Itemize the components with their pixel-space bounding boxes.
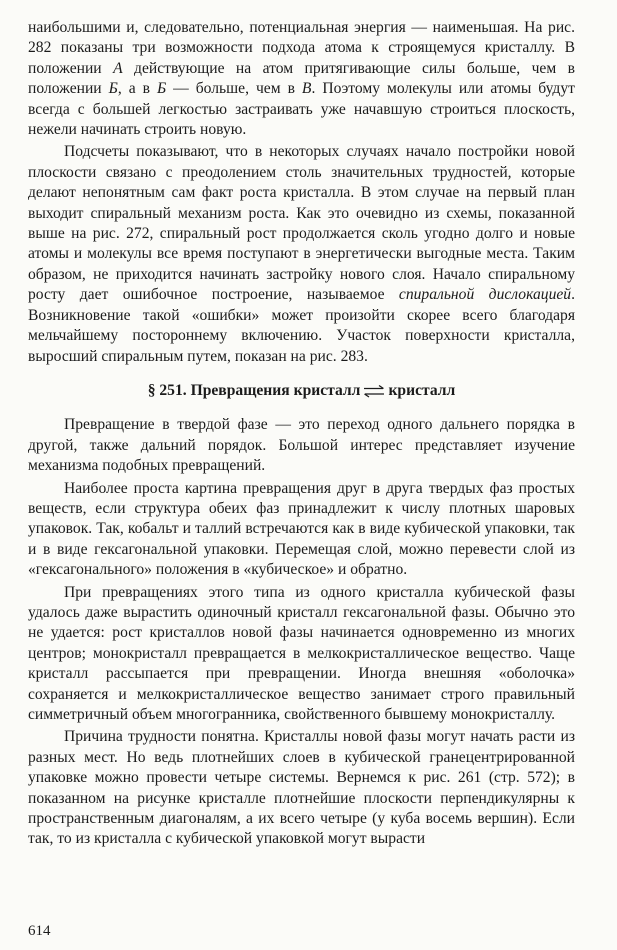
paragraph-p4: Наиболее проста картина превращения друг в друга твердых фаз простых веществ, если структура обеих фаз принадлежит к числу плотных шаровых упаковок. Так, кобальт и таллий встречаются как в виде кубической упаковки, так и в виде гексагональной упаковки. Перемещая слой, можно перевести слой из «гексагонального» положения в «кубическое» и обратно.	[28, 479, 575, 579]
page-number: 614	[28, 923, 51, 939]
paragraph-p1: наибольшими и, следовательно, потенциальная энергия — наименьшая. На рис. 282 показаны три возможности подхода атома к строящемуся кристаллу. В положении А действующие на атом притягивающие силы больше, чем в положении Б, а в Б — больше, чем в В. Поэтому молекулы или атомы будут всегда с большей легкостью застраивать уже начавшую строиться плоскость, нежели начинать строить новую.	[28, 19, 575, 139]
paragraph-p6: Причина трудности понятна. Кристаллы новой фазы могут начать расти из разных мест. Но ведь плотнейших слоев в кубической гранецентрированной упаковке можно провести четыре системы. Вернемся к рис. 261 (стр. 572); в показанном на рисунке кристалле плотнейшие плоскости перпендикулярны к пространственным диагоналям, а их всего четыре (у куба восемь вершин). Если так, то из кристалла с кубической упаковкой могут вырасти	[28, 728, 575, 848]
page-body	[28, 18, 575, 850]
paragraphs-before-heading	[28, 18, 575, 367]
paragraph-p2: Подсчеты показывают, что в некоторых случаях начало постройки новой плоскости связано с преодолением столь значительных трудностей, которые делают непонятным сам факт роста кристалла. В этом случае на первый план выходит спиральный механизм роста. Как это очевидно из схемы, показанной выше на рис. 272, спиральный рост продолжается сколь угодно долго и новые атомы и молекулы все время поступают в энергетически выгодные места. Таким образом, не приходится начинать застройку нового слоя. Начало спиральному росту дает ошибочное построение, называемое спиральной дислокацией. Возникновение такой «ошибки» может произойти скорее всего благодаря мельчайшему постороннему включению. Участок поверхности кристалла, выросший спиральным путем, показан на рис. 283.	[28, 143, 575, 365]
italic-term: А	[113, 59, 123, 77]
section-title-left: Превращения кристалл	[190, 381, 361, 399]
paragraph-p5: При превращениях этого типа из одного кристалла кубической фазы удалось даже вырастить одиночный кристалл гексагональной фазы. Обычно это не удается: рост кристаллов новой фазы начинается одновременно из многих центров; монокристалл превращается в мелкокристаллическое вещество. Чаще кристалл рассыпается при превращении. Иногда внешняя «оболочка» сохраняется и мелкокристаллическое вещество занимает строго правильный симметричный объем многогранника, свойственного бывшему монокристаллу.	[28, 583, 575, 723]
paragraph-p3: Превращение в твердой фазе — это переход одного дальнего порядка в другой, также дальний порядок. Большой интерес представляет изучение механизма подобных превращений.	[28, 416, 575, 475]
reversible-arrows-icon	[363, 384, 385, 398]
italic-term: В	[301, 80, 312, 98]
section-title-right: кристалл	[388, 381, 456, 399]
italic-term: Б	[108, 80, 118, 98]
paragraphs-after-heading	[28, 415, 575, 850]
italic-term: Б	[156, 80, 167, 98]
section-heading	[28, 381, 575, 401]
italic-term: спиральной дислокацией	[398, 286, 572, 304]
section-number: § 251.	[147, 381, 187, 399]
